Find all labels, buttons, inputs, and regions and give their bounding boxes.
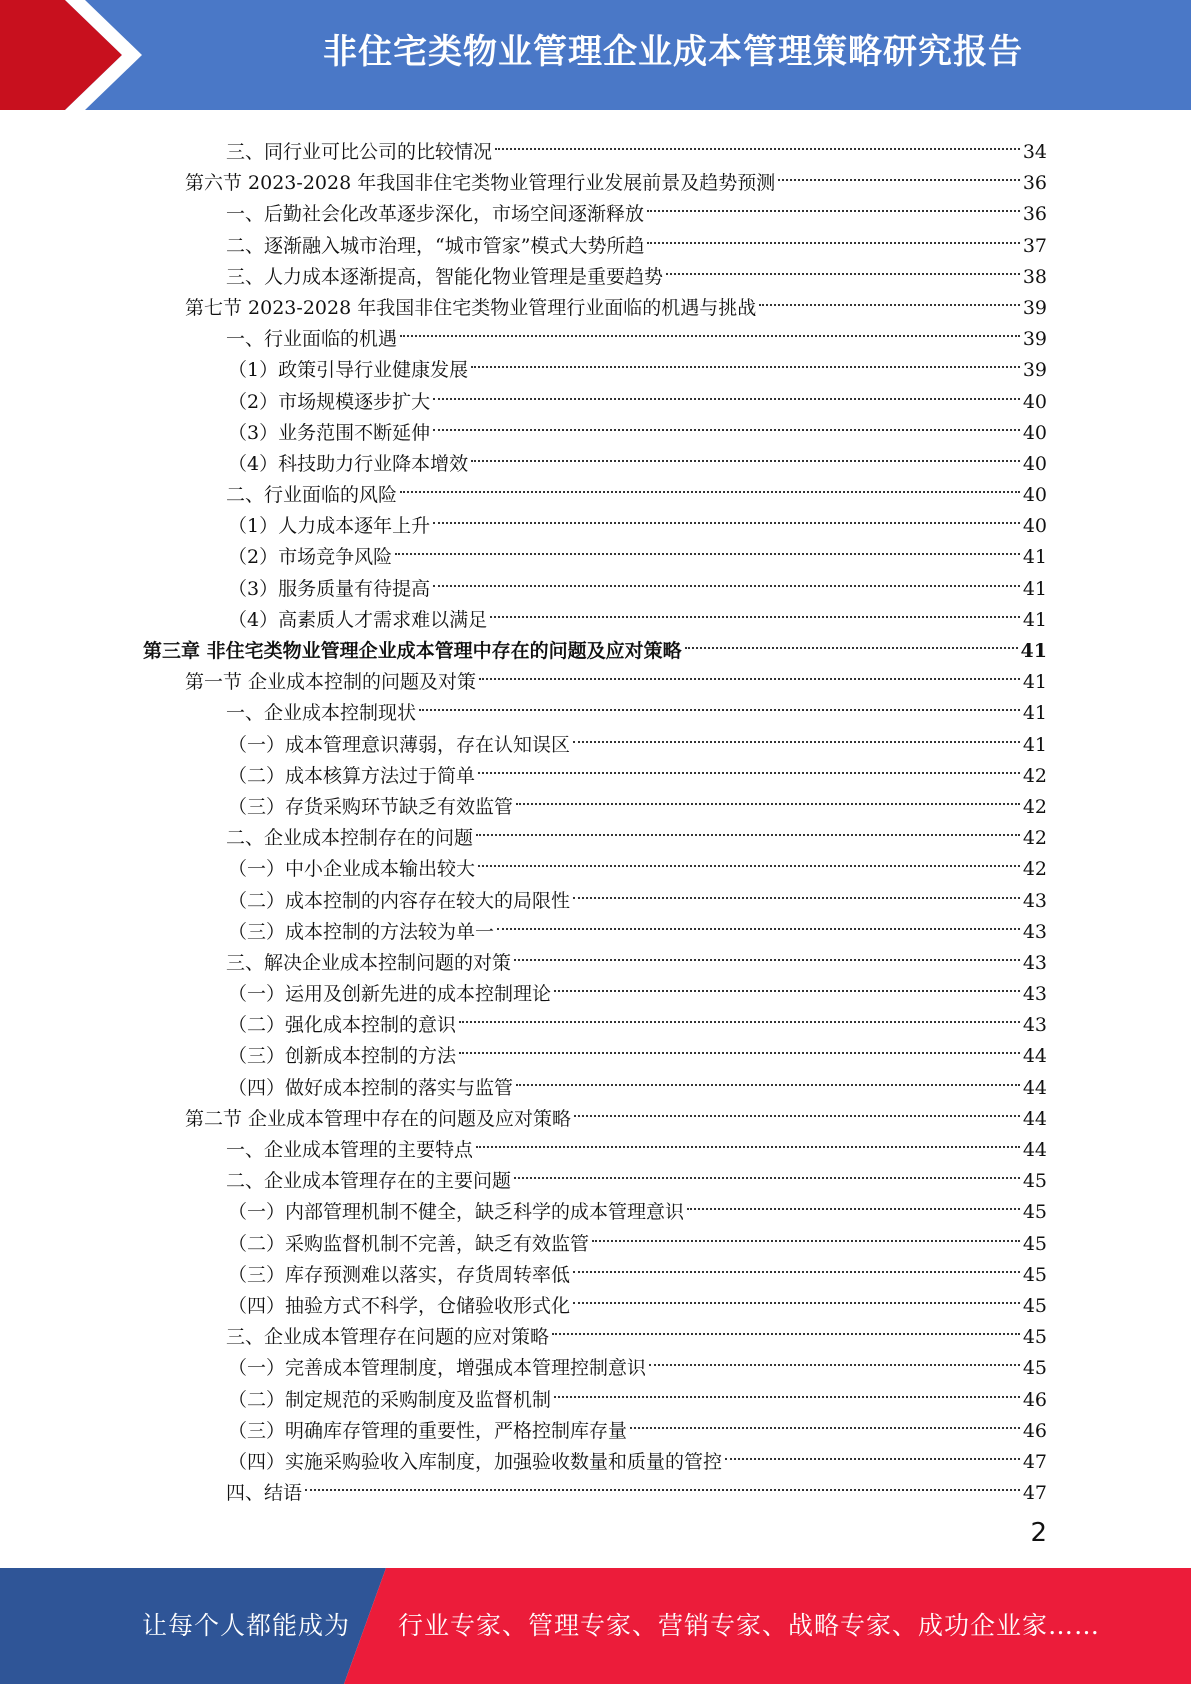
toc-entry[interactable]: [0, 969, 1191, 1006]
toc-entry-title: （二）成本控制的内容存在较大的局限性: [228, 889, 571, 912]
toc-dot-leader: [433, 377, 1020, 408]
toc-dot-leader: [552, 1312, 1020, 1343]
footer-slogan-right: 行业专家、管理专家、营销专家、战略专家、成功企业家……: [398, 1611, 1101, 1640]
toc-dot-leader: [574, 1094, 1020, 1125]
toc-dot-leader: [573, 720, 1020, 751]
toc-entry-title: （三）存货采购环节缺乏有效监管: [228, 795, 514, 818]
toc-entry[interactable]: [0, 1281, 1191, 1317]
toc-entry-title: 一、后勤社会化改革逐步深化，市场空间逐渐释放: [226, 203, 645, 226]
toc-entry-title: （2）市场竞争风险: [228, 546, 393, 569]
toc-entry-page: 40: [1022, 452, 1047, 475]
toc-entry-title: （一）成本管理意识薄弱，存在认知误区: [228, 733, 571, 756]
toc-entry[interactable]: [0, 564, 1191, 600]
toc-dot-leader: [459, 1000, 1020, 1031]
toc-entry-page: 45: [1022, 1294, 1047, 1317]
toc-entry-page: 47: [1022, 1450, 1047, 1473]
toc-dot-leader: [495, 127, 1020, 158]
toc-entry-title: 一、企业成本控制现状: [226, 702, 417, 725]
toc-dot-leader: [400, 470, 1020, 501]
toc-dot-leader: [666, 252, 1020, 283]
toc-entry[interactable]: [0, 221, 1191, 257]
toc-entry[interactable]: [0, 1437, 1191, 1473]
toc-entry-page: 41: [1022, 702, 1047, 725]
toc-dot-leader: [459, 1031, 1020, 1062]
toc-entry-page: 39: [1022, 328, 1047, 351]
toc-entry-title: 三、同行业可比公司的比较情况: [226, 141, 493, 163]
toc-entry[interactable]: [0, 1312, 1191, 1349]
toc-entry[interactable]: [0, 1031, 1191, 1068]
toc-entry[interactable]: [0, 252, 1191, 288]
toc-entry-title: 二、逐渐融入城市治理，“城市管家”模式大势所趋: [226, 234, 645, 257]
toc-dot-leader: [685, 626, 1018, 657]
toc-entry-page: 45: [1022, 1357, 1047, 1380]
toc-entry-title: （二）强化成本控制的意识: [228, 1014, 457, 1037]
toc-entry[interactable]: [0, 657, 1191, 694]
toc-dot-leader: [554, 1375, 1020, 1406]
toc-entry-page: 41: [1022, 671, 1047, 694]
toc-entry-title: （四）实施采购验收入库制度，加强验收数量和质量的管控: [228, 1450, 723, 1473]
toc-entry[interactable]: [0, 1063, 1191, 1099]
toc-entry-page: 46: [1022, 1419, 1047, 1442]
toc-entry-title: （二）成本核算方法过于简单: [228, 764, 476, 787]
toc-entry-title: 第六节 2023-2028 年我国非住宅类物业管理行业发展前景及趋势预测: [185, 172, 776, 195]
toc-entry-title: 二、企业成本管理存在的主要问题: [226, 1170, 512, 1193]
toc-entry-page: 44: [1022, 1107, 1047, 1130]
toc-dot-leader: [573, 1250, 1020, 1281]
toc-entry-title: 二、行业面临的风险: [226, 484, 398, 507]
toc-dot-leader: [479, 657, 1020, 688]
toc-dot-leader: [476, 1125, 1020, 1156]
toc-entry[interactable]: [0, 408, 1191, 444]
toc-entry-title: 一、企业成本管理的主要特点: [226, 1139, 474, 1161]
toc-dot-leader: [305, 1468, 1020, 1499]
toc-entry-page: 40: [1022, 484, 1047, 507]
toc-entry-title: （三）成本控制的方法较为单一: [228, 920, 495, 943]
toc-entry-page: 42: [1022, 795, 1047, 818]
toc-entry-page: 34: [1022, 141, 1047, 163]
toc-entry-title: （4）科技助力行业降本增效: [228, 452, 469, 475]
toc-entry-page: 43: [1022, 1014, 1047, 1037]
toc-entry[interactable]: [0, 907, 1191, 943]
toc-dot-leader: [433, 564, 1020, 595]
toc-entry[interactable]: [0, 1250, 1191, 1286]
toc-entry[interactable]: [0, 1406, 1191, 1442]
toc-entry-title: （一）完善成本管理制度，增强成本管理控制意识: [228, 1357, 647, 1380]
footer-slogan-left: 让每个人都能成为: [142, 1611, 351, 1640]
toc-dot-leader: [419, 688, 1020, 719]
toc-entry-title: 一、行业面临的机遇: [226, 328, 398, 351]
toc-entry[interactable]: [0, 1125, 1191, 1161]
toc-entry[interactable]: [0, 1000, 1191, 1037]
toc-dot-leader: [471, 345, 1020, 376]
toc-entry-page: 40: [1022, 421, 1047, 444]
toc-entry[interactable]: [0, 720, 1191, 756]
header-banner: [0, 0, 1191, 110]
page-number: 2: [1030, 1518, 1047, 1548]
toc-dot-leader: [514, 1156, 1020, 1187]
toc-entry-page: 45: [1022, 1201, 1047, 1224]
toc-entry-title: （一）运用及创新先进的成本控制理论: [228, 983, 552, 1006]
toc-entry[interactable]: [0, 813, 1191, 850]
toc-entry-title: （3）业务范围不断延伸: [228, 421, 431, 444]
toc-entry[interactable]: [0, 626, 1191, 662]
toc-dot-leader: [471, 439, 1020, 470]
toc-dot-leader: [630, 1406, 1020, 1437]
toc-entry[interactable]: [0, 844, 1191, 881]
toc-entry[interactable]: [0, 532, 1191, 569]
toc-entry-page: 39: [1022, 359, 1047, 382]
toc-dot-leader: [687, 1187, 1020, 1218]
toc-entry[interactable]: [0, 1156, 1191, 1193]
toc-entry-title: （二）采购监督机制不完善，缺乏有效监管: [228, 1232, 590, 1255]
toc-entry-page: 38: [1022, 265, 1047, 288]
toc-dot-leader: [400, 314, 1020, 345]
toc-entry-title: 四、结语: [226, 1482, 303, 1505]
toc-entry-title: （三）创新成本控制的方法: [228, 1045, 457, 1068]
toc-entry-title: 第七节 2023-2028 年我国非住宅类物业管理行业面临的机遇与挑战: [185, 296, 757, 319]
toc-entry-title: 第一节 企业成本控制的问题及对策: [185, 671, 477, 694]
toc-entry-page: 47: [1022, 1482, 1047, 1505]
toc-entry-title: （一）内部管理机制不健全，缺乏科学的成本管理意识: [228, 1201, 685, 1224]
toc-dot-leader: [433, 408, 1020, 439]
toc-entry-title: （一）中小企业成本输出较大: [228, 858, 476, 881]
table-of-contents: [0, 127, 1191, 1505]
toc-dot-leader: [759, 283, 1020, 314]
toc-entry[interactable]: [0, 189, 1191, 226]
toc-entry-title: （二）制定规范的采购制度及监督机制: [228, 1388, 552, 1411]
toc-entry-page: 45: [1022, 1232, 1047, 1255]
toc-dot-leader: [478, 844, 1020, 875]
toc-entry-page: 42: [1022, 764, 1047, 787]
toc-entry[interactable]: [0, 1343, 1191, 1380]
toc-dot-leader: [592, 1219, 1020, 1250]
toc-dot-leader: [433, 501, 1020, 532]
toc-entry[interactable]: [0, 1094, 1191, 1130]
toc-dot-leader: [573, 876, 1020, 907]
toc-entry-title: 第三章 非住宅类物业管理企业成本管理中存在的问题及应对策略: [143, 640, 682, 662]
toc-entry[interactable]: [0, 938, 1191, 974]
toc-dot-leader: [514, 938, 1020, 969]
toc-entry-page: 44: [1022, 1045, 1047, 1068]
toc-entry[interactable]: [0, 1375, 1191, 1411]
toc-entry-title: （三）库存预测难以落实，存货周转率低: [228, 1263, 571, 1286]
toc-entry-page: 44: [1022, 1139, 1047, 1161]
toc-dot-leader: [554, 969, 1020, 1000]
toc-dot-leader: [497, 907, 1020, 938]
toc-entry-page: 43: [1022, 920, 1047, 943]
toc-entry-page: 46: [1022, 1388, 1047, 1411]
toc-entry-page: 45: [1022, 1170, 1047, 1193]
toc-entry[interactable]: [0, 751, 1191, 787]
toc-entry[interactable]: [0, 127, 1191, 163]
toc-dot-leader: [490, 595, 1020, 626]
toc-entry-title: 二、企业成本控制存在的问题: [226, 827, 474, 850]
toc-entry[interactable]: [0, 876, 1191, 912]
toc-dot-leader: [649, 1343, 1020, 1374]
toc-entry-title: 三、解决企业成本控制问题的对策: [226, 951, 512, 974]
toc-entry-page: 40: [1022, 515, 1047, 538]
toc-dot-leader: [778, 158, 1020, 189]
toc-dot-leader: [725, 1437, 1020, 1468]
toc-entry-title: 第二节 企业成本管理中存在的问题及应对策略: [185, 1107, 572, 1130]
toc-entry-page: 39: [1022, 296, 1047, 319]
toc-entry[interactable]: [0, 688, 1191, 725]
toc-dot-leader: [647, 189, 1020, 220]
toc-entry[interactable]: [0, 501, 1191, 538]
toc-entry[interactable]: [0, 1187, 1191, 1224]
toc-entry-page: 37: [1022, 234, 1047, 257]
toc-entry[interactable]: [0, 595, 1191, 631]
toc-entry-page: 41: [1022, 577, 1047, 600]
toc-entry-page: 45: [1022, 1263, 1047, 1286]
toc-entry-title: （4）高素质人才需求难以满足: [228, 608, 488, 631]
toc-dot-leader: [647, 221, 1019, 252]
toc-entry-title: （四）做好成本控制的落实与监管: [228, 1076, 514, 1099]
toc-entry-page: 42: [1022, 827, 1047, 850]
toc-entry-page: 36: [1022, 203, 1047, 226]
toc-entry[interactable]: [0, 439, 1191, 475]
toc-entry[interactable]: [0, 1468, 1191, 1505]
toc-dot-leader: [573, 1281, 1020, 1312]
toc-entry-page: 43: [1022, 951, 1047, 974]
toc-dot-leader: [516, 1063, 1020, 1094]
toc-entry-title: （3）服务质量有待提高: [228, 577, 431, 600]
toc-entry-title: （三）明确库存管理的重要性，严格控制库存量: [228, 1419, 628, 1442]
toc-entry-page: 36: [1022, 172, 1047, 195]
toc-entry[interactable]: [0, 283, 1191, 319]
toc-entry-title: （四）抽验方式不科学，仓储验收形式化: [228, 1294, 571, 1317]
toc-entry[interactable]: [0, 377, 1191, 413]
toc-entry[interactable]: [0, 782, 1191, 818]
toc-entry-page: 41: [1020, 640, 1047, 662]
toc-entry[interactable]: [0, 158, 1191, 195]
toc-entry-title: 三、人力成本逐渐提高，智能化物业管理是重要趋势: [226, 265, 664, 288]
toc-entry[interactable]: [0, 314, 1191, 351]
toc-entry-title: （1）政策引导行业健康发展: [228, 359, 469, 382]
toc-entry-title: 三、企业成本管理存在问题的应对策略: [226, 1326, 550, 1349]
toc-dot-leader: [476, 813, 1020, 844]
toc-entry-title: （2）市场规模逐步扩大: [228, 390, 431, 413]
toc-dot-leader: [516, 782, 1020, 813]
toc-entry-page: 41: [1022, 733, 1047, 756]
toc-entry[interactable]: [0, 470, 1191, 507]
toc-entry-page: 41: [1022, 546, 1047, 569]
footer-banner: [0, 1568, 1191, 1684]
toc-entry-page: 44: [1022, 1076, 1047, 1099]
report-title: 非住宅类物业管理企业成本管理策略研究报告: [323, 32, 1023, 72]
toc-entry-title: （1）人力成本逐年上升: [228, 515, 431, 538]
toc-entry-page: 41: [1022, 608, 1047, 631]
toc-entry[interactable]: [0, 345, 1191, 382]
header-chevron-decoration: [0, 0, 170, 110]
toc-dot-leader: [395, 532, 1020, 563]
toc-dot-leader: [478, 751, 1020, 782]
toc-entry-page: 42: [1022, 858, 1047, 881]
toc-entry-page: 40: [1022, 390, 1047, 413]
toc-entry[interactable]: [0, 1219, 1191, 1255]
toc-entry-page: 43: [1022, 889, 1047, 912]
toc-entry-page: 45: [1022, 1326, 1047, 1349]
toc-entry-page: 43: [1022, 983, 1047, 1006]
